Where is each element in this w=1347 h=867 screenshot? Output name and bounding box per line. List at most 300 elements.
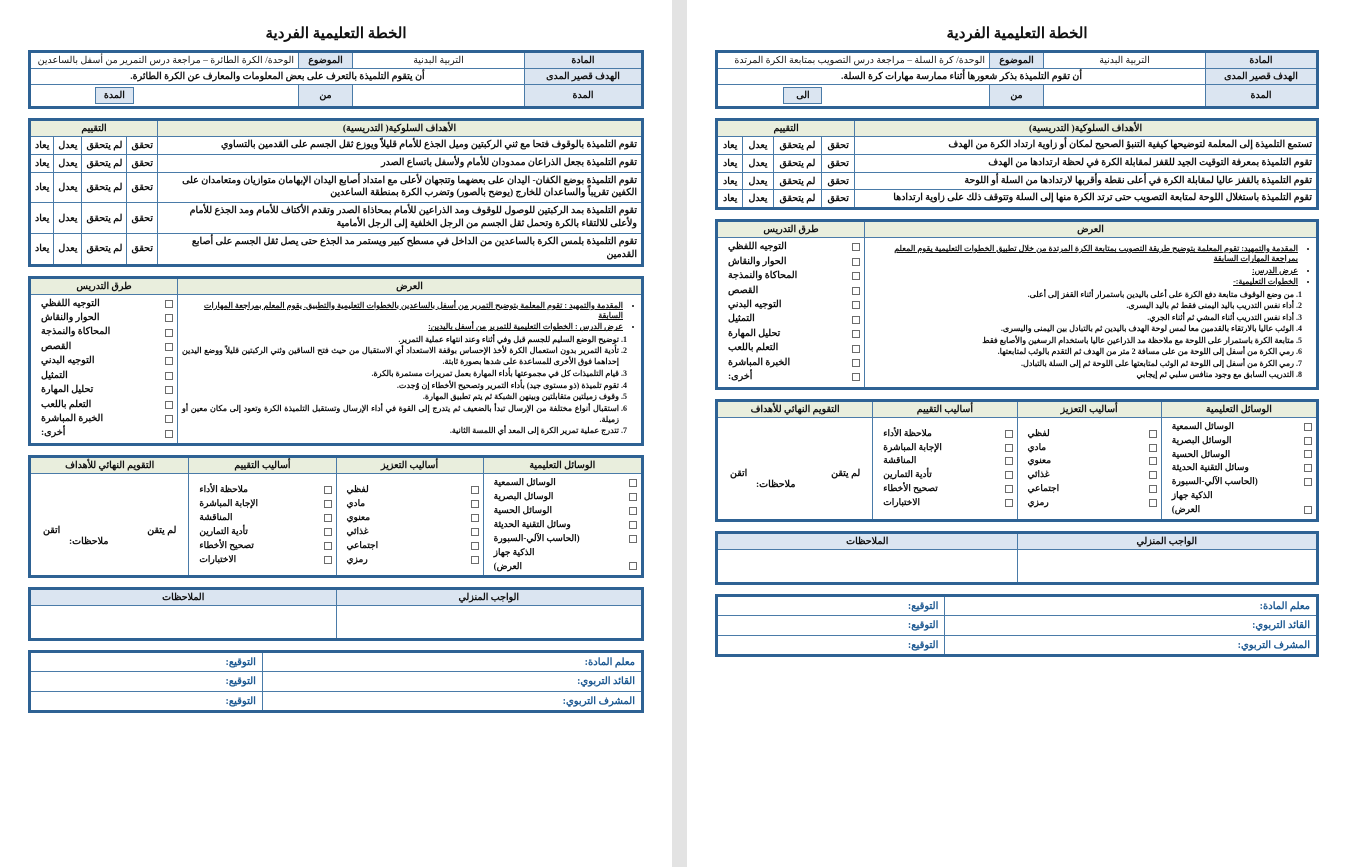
header-instructional-means: الوسائل التعليمية [1161,400,1317,417]
checkbox-icon[interactable] [165,300,173,308]
mark-modify[interactable]: يعدل [743,154,773,172]
mark-not-achieved[interactable]: لم يتحقق [82,137,127,155]
checkbox-icon[interactable] [165,343,173,351]
assessment-item[interactable]: الإجابة المباشرة [877,441,1012,455]
step-item: 2. تأدية التمرير بدون استعمال الكرة لأخذ الإحساس بوقفة الاستعداد أي الاستقبال من حيث فتح الساقين وثني الركبتين قليلاً ووضع اليدين إحداهما فوق الأخرى للمساعدة على شدها بصورة ثابتة. [182,345,619,367]
table-row [30,137,643,155]
page-right [0,0,672,867]
assessment-item[interactable]: تأدية التمارين [877,468,1012,482]
sig-label-teacher: معلم المادة: [262,652,642,672]
checkbox-icon[interactable] [852,287,860,295]
duration-range-cell[interactable] [717,85,990,108]
mark-achieved[interactable]: تحقق [127,233,158,265]
checkbox-icon[interactable] [852,258,860,266]
aid-item[interactable]: (الحاسب الآلي-السبورة [1166,475,1312,489]
mark-not-achieved[interactable]: لم يتحقق [773,190,822,209]
method-item[interactable]: القصص [722,284,860,298]
assessment-item[interactable]: الاختبارات [193,553,331,567]
table-row [717,172,1318,190]
sig-label-signature[interactable]: التوقيع: [717,636,945,656]
header-teaching-methods: طرق التدريس [30,277,178,294]
step-item: 5. وقوف زميلتين متقابلتين وبينهن الشبكة ثم يتم تطبيق المهارة. [182,391,619,402]
label-duration-sub: المدة [95,88,133,104]
checkbox-icon[interactable] [1149,444,1157,452]
aid-item-cont: الذكية جهاز [493,546,535,557]
checkbox-icon[interactable] [471,556,479,564]
sig-label-signature[interactable]: التوقيع: [30,692,263,712]
objective-text: تقوم التلميذة باستغلال اللوحة لمتابعة التصويب حتى ترتد الكرة منها إلى السلة وتتوقف ذلك على زاوية ارتدادها [855,190,1318,209]
assessment-item[interactable]: ملاحظة الأداء [193,483,331,497]
table-row [30,154,643,172]
method-item[interactable]: المحاكاة والنمذجة [35,325,173,339]
header-assessment: أساليب التقييم [873,400,1017,417]
aid-item[interactable]: وسائل التقنية الحديثة [488,518,637,532]
label-from: من [299,85,353,108]
step-item: 7. رمي الكرة من أسفل إلى اللوحة ثم الوثب لمتابعتها على اللوحة ثم إلى السلة بالتبادل. [869,358,1294,369]
mark-repeat[interactable]: يعاد [717,172,743,190]
final-eval-cell [30,473,189,577]
mark-repeat[interactable]: يعاد [717,190,743,209]
step-item: 5. متابعة الكرة باستمرار على اللوحة مع ملاحظة مد الذراعين عاليا باستخدام الرسغين والأصابع فقط [869,335,1294,346]
aid-item[interactable]: (الحاسب الآلي-السبورة [488,532,637,546]
aid-item[interactable]: العرض) [1166,503,1312,517]
mark-repeat[interactable]: يعاد [30,137,54,155]
page-divider [672,0,687,867]
objective-text: تقوم التلميذة بمعرفة التوقيت الجيد للقفز لمقابلة الكرة في لحظة ارتدادها من الهدف [855,154,1318,172]
bullet-lesson: • عرض الدرس: [869,266,1298,276]
aid-item[interactable]: الوسائل السمعية [488,476,637,490]
value-topic[interactable]: الوحدة/ الكرة الطائرة – مراجعة درس التمرير من أسفل بالساعدين [30,52,299,69]
page-left [687,0,1347,867]
checkbox-icon[interactable] [1149,457,1157,465]
reinforcement-item[interactable]: غذائي [341,525,479,539]
aid-item[interactable]: الوسائل البصرية [1166,434,1312,448]
checkbox-icon[interactable] [852,359,860,367]
checkbox-icon[interactable] [165,430,173,438]
step-item: 1. من وضع الوقوف متابعة دفع الكرة على أعلى باليدين باستمرار أثناء القفز إلى أعلى. [869,289,1294,300]
checkbox-icon[interactable] [324,556,332,564]
teaching-methods-content [30,294,178,444]
step-item: 3. أداء نفس التدريب أثناء المشي ثم أثناء الجري. [869,312,1294,323]
checkbox-icon[interactable] [1149,485,1157,493]
checkbox-icon[interactable] [1149,499,1157,507]
sig-label-signature[interactable]: التوقيع: [717,596,945,616]
page-title-left: الخطة التعليمية الفردية [946,26,1088,42]
reinforcement-item[interactable]: اجتماعي [1022,482,1157,496]
instructional-means-cell [483,473,642,577]
label-short-goal: الهدف قصير المدى [525,69,643,85]
mark-repeat[interactable]: يعاد [717,154,743,172]
table-row [30,692,643,712]
method-item[interactable]: تحليل المهارة [722,327,860,341]
final-eval-notes-label: ملاحظات: [69,536,109,547]
aids-table-right [28,455,644,579]
method-item[interactable]: أخرى: [722,370,860,384]
instructional-means-list [1166,420,1312,518]
aid-item[interactable]: الوسائل الحسية [488,504,637,518]
mark-not-achieved[interactable]: لم يتحقق [82,154,127,172]
checkbox-icon[interactable] [324,542,332,550]
reinforcement-item[interactable]: لفظي [1022,427,1157,441]
checkbox-icon[interactable] [165,357,173,365]
reinforcement-list [1022,427,1157,511]
header-display: العرض [178,277,643,294]
step-item: 3. قيام التلميذات كل في مجموعتها بأداء المهارة بعمل تمريرات مستمرة بالكرة. [182,368,619,379]
table-row [30,85,643,108]
checkbox-icon[interactable] [1149,471,1157,479]
mark-achieved[interactable]: تحقق [822,154,855,172]
header-behavioral-objectives: الأهداف السلوكية( التدريسية) [157,120,642,137]
label-subject: المادة [525,52,643,69]
final-eval-cell [717,417,873,521]
mark-achieved[interactable]: تحقق [127,154,158,172]
mark-modify[interactable]: يعدل [743,172,773,190]
mark-achieved[interactable]: تحقق [127,203,158,234]
label-duration-sub: الى [784,88,822,104]
step-item: 1. توضيح الوضع السليم للجسم قبل وفي أثناء وعند انتهاء عملية التمرير. [182,334,619,345]
reinforcement-list [341,483,479,567]
reinforcement-cell [1017,417,1161,521]
method-item[interactable]: الحوار والنقاش [35,311,173,325]
table-row [30,652,643,672]
method-item[interactable]: التمثيل [35,369,173,383]
checkbox-icon[interactable] [629,562,637,570]
mark-modify[interactable]: يعدل [54,172,82,203]
objective-text: تستمع التلميذة إلى المعلمة لتوضيحها كيفية التنبؤ الصحيح لمكان أو زاوية ارتداد الكرة من الهدف [855,137,1318,155]
mark-achieved[interactable]: تحقق [822,172,855,190]
signature-table-left [715,594,1319,657]
table-row [30,473,643,577]
final-eval-not-mastered[interactable]: لم يتقن [147,525,177,536]
checkbox-icon[interactable] [1005,485,1013,493]
presentation-table-right [28,276,644,446]
label-topic: الموضوع [990,52,1044,69]
info-table-right [28,50,644,109]
checkbox-icon[interactable] [324,500,332,508]
value-subject[interactable]: التربية البدنية [1044,52,1206,69]
table-row [30,172,643,203]
header-behavioral-objectives: الأهداف السلوكية( التدريسية) [855,120,1318,137]
presentation-steps [869,289,1312,381]
final-eval-mastered[interactable]: اتقن [730,469,748,480]
signature-table-right [28,650,644,713]
table-row [717,417,1318,521]
aid-item[interactable]: وسائل التقنية الحديثة [1166,461,1312,475]
notes-input[interactable] [30,606,337,640]
mark-modify[interactable]: يعدل [54,233,82,265]
aid-item[interactable]: الوسائل السمعية [1166,420,1312,434]
table-row [717,154,1318,172]
checkbox-icon[interactable] [471,528,479,536]
header-assessment: أساليب التقييم [189,456,336,473]
value-subject[interactable]: التربية البدنية [353,52,525,69]
step-item: 4. تقوم تلميذة (ذو مستوى جيد) بأداء التمرير وتصحيح الأخطاء إن وُجدت. [182,380,619,391]
instructional-means-list [488,476,637,574]
bullet-steps: • الخطوات التعليمية:- [869,277,1298,287]
method-item[interactable]: التوجيه البدني [35,354,173,368]
mark-not-achieved[interactable]: لم يتحقق [82,233,127,265]
table-row [30,120,643,137]
header-evaluation: التقييم [30,120,158,137]
checkbox-icon[interactable] [1005,457,1013,465]
checkbox-icon[interactable] [852,316,860,324]
table-row [30,277,643,294]
method-item[interactable]: أخرى: [35,426,173,440]
checkbox-icon[interactable] [471,500,479,508]
final-eval-not-mastered[interactable]: لم يتقن [831,469,861,480]
method-item[interactable]: التعلم باللعب [722,341,860,355]
header-reinforcement: أساليب التعزيز [1017,400,1161,417]
presentation-table-left [715,219,1319,389]
checkbox-icon[interactable] [1304,464,1312,472]
assessment-item[interactable]: المناقشة [193,511,331,525]
checkbox-icon[interactable] [324,486,332,494]
checkbox-icon[interactable] [471,514,479,522]
assessment-item[interactable]: الاختبارات [877,496,1012,510]
mark-not-achieved[interactable]: لم يتحقق [82,203,127,234]
table-row [717,221,1318,238]
header-notes: الملاحظات [717,533,1018,550]
reinforcement-item[interactable]: معنوي [1022,454,1157,468]
objective-text: تقوم التلميذة بمد الركبتين للوصول للوقوف ومد الذراعين للأمام بمحاذاة الصدر وتقدم الأكتاف للأمام ومد الجذع للأمام ولأعلى للالتقاء بالكرة وتحمل ثقل الجسم من الرجل الخلفية إلى الرجل الأمامية [157,203,642,234]
table-row [30,52,643,69]
mark-not-achieved[interactable]: لم يتحقق [773,137,822,155]
homework-table-right [28,587,644,641]
label-topic: الموضوع [299,52,353,69]
notes-input[interactable] [717,550,1018,584]
instructional-means-cell [1161,417,1317,521]
homework-input[interactable] [336,606,643,640]
final-eval-row [722,468,868,479]
checkbox-icon[interactable] [471,542,479,550]
reinforcement-item[interactable]: معنوي [341,511,479,525]
header-evaluation: التقييم [717,120,855,137]
header-homework: الواجب المنزلي [336,589,643,606]
assessment-item[interactable]: الإجابة المباشرة [193,497,331,511]
checkbox-icon[interactable] [852,345,860,353]
aid-item[interactable]: الوسائل الحسية [1166,448,1312,462]
method-item[interactable]: التعلم باللعب [35,398,173,412]
bullet-intro: • المقدمة والتمهيد: تقوم المعلمة بتوضيح طريقة التصويب بمتابعة الكرة المرتدة من خلال تطبيق الخطوات التعليمية يقوم المعلم بمراجعة المهارات السابقة [869,244,1298,265]
table-row [717,190,1318,209]
checkbox-icon[interactable] [1005,471,1013,479]
homework-input[interactable] [1017,550,1318,584]
objectives-table-left [715,118,1319,210]
teaching-methods-list [722,240,860,384]
checkbox-icon[interactable] [165,415,173,423]
checkbox-icon[interactable] [1304,506,1312,514]
table-row [30,203,643,234]
mark-not-achieved[interactable]: لم يتحقق [82,172,127,203]
header-final-eval: التقويم النهائي للأهداف [30,456,189,473]
header-reinforcement: أساليب التعزيز [336,456,483,473]
display-content [178,294,643,444]
reinforcement-item[interactable]: مادي [1022,441,1157,455]
mark-modify[interactable]: يعدل [743,190,773,209]
checkbox-icon[interactable] [629,507,637,515]
step-item: 8. التدريب السابق مع وجود منافس سلبي ثم إيجابي [869,369,1294,380]
presentation-bullets [869,244,1312,288]
checkbox-icon[interactable] [1304,423,1312,431]
table-row [717,137,1318,155]
checkbox-icon[interactable] [165,372,173,380]
mark-modify[interactable]: يعدل [54,203,82,234]
mark-achieved[interactable]: تحقق [822,190,855,209]
value-duration-blank[interactable] [1044,85,1206,108]
table-row [30,69,643,85]
objective-text: تقوم التلميذة بالقفز عاليا لمقابلة الكرة في أعلى نقطة وأقربها لارتدادها من السلة أو اللوحة [855,172,1318,190]
checkbox-icon[interactable] [852,373,860,381]
checkbox-icon[interactable] [1005,430,1013,438]
table-row [30,456,643,473]
method-item[interactable]: التوجيه اللفظي [722,240,860,254]
mark-achieved[interactable]: تحقق [127,137,158,155]
table-row [717,52,1318,69]
method-item[interactable]: القصص [35,340,173,354]
method-item[interactable]: تحليل المهارة [35,383,173,397]
table-row [30,294,643,444]
aid-item[interactable]: العرض) [488,560,637,574]
method-item[interactable]: الخبرة المباشرة [35,412,173,426]
checkbox-icon[interactable] [852,243,860,251]
checkbox-icon[interactable] [629,479,637,487]
final-eval-row [35,525,184,536]
sig-label-leader: القائد التربوي: [945,616,1318,636]
final-eval-notes-label: ملاحظات: [756,480,796,491]
header-notes: الملاحظات [30,589,337,606]
label-short-goal: الهدف قصير المدى [1206,69,1318,85]
assessment-item[interactable]: تصحيح الأخطاء [877,482,1012,496]
table-row [30,589,643,606]
final-eval-mastered[interactable]: اتقن [43,525,61,536]
method-item[interactable]: التوجيه البدني [722,298,860,312]
checkbox-icon[interactable] [629,493,637,501]
sig-label-supervisor: المشرف التربوي: [945,636,1318,656]
method-item[interactable]: المحاكاة والنمذجة [722,269,860,283]
header-teaching-methods: طرق التدريس [717,221,865,238]
sig-label-signature[interactable]: التوقيع: [30,652,263,672]
table-row [30,606,643,640]
table-row [717,616,1318,636]
reinforcement-cell [336,473,483,577]
checkbox-icon[interactable] [1005,444,1013,452]
method-item[interactable]: الحوار والنقاش [722,255,860,269]
checkbox-icon[interactable] [165,386,173,394]
reinforcement-item[interactable]: غذائي [1022,468,1157,482]
checkbox-icon[interactable] [852,330,860,338]
checkbox-icon[interactable] [324,514,332,522]
bullet-lesson: • عرض الدرس : الخطوات التعليمية للتمرير من أسفل باليدين: [182,322,623,332]
step-item: 4. الوثب عاليا بالارتقاء بالقدمين معا لمس لوحة الهدف باليدين ثم بالتبادل بين اليمنى واليسرى. [869,323,1294,334]
method-item[interactable]: التوجيه اللفظي [35,297,173,311]
mark-modify[interactable]: يعدل [743,137,773,155]
checkbox-icon[interactable] [629,521,637,529]
mark-achieved[interactable]: تحقق [822,137,855,155]
table-row [717,69,1318,85]
value-duration-blank[interactable] [353,85,525,108]
sig-label-leader: القائد التربوي: [262,672,642,692]
reinforcement-item[interactable]: اجتماعي [341,539,479,553]
label-duration: المدة [525,85,643,108]
assessment-item[interactable]: المناقشة [877,454,1012,468]
value-short-goal[interactable]: أن يتقوم التلميذة بالتعرف على بعض المعلومات والمعارف عن الكرة الطائرة. [30,69,525,85]
assessment-list [877,427,1012,511]
step-item: 7. تتدرج عملية تمرير الكرة إلى المعد أي اللمسة الثانية. [182,425,619,436]
reinforcement-item[interactable]: رمزي [341,553,479,567]
objective-text: تقوم التلميذة بالوقوف فتحا مع ثني الركبتين وميل الجذع للأمام قليلاً ويوزع ثقل الجسم على القدمين بالتساوي [157,137,642,155]
checkbox-icon[interactable] [165,329,173,337]
checkbox-icon[interactable] [471,486,479,494]
aid-item-cont: الذكية جهاز [1171,490,1213,501]
checkbox-icon[interactable] [165,401,173,409]
objective-text: تقوم التلميذة بلمس الكرة بالساعدين من الداخل في مسطح كبير ويستمر مد الجذع حتى يصل ثقل الجسم على أصابع القدمين [157,233,642,265]
checkbox-icon[interactable] [852,272,860,280]
sig-label-signature[interactable]: التوقيع: [30,672,263,692]
checkbox-icon[interactable] [165,314,173,322]
value-short-goal[interactable]: أن تقوم التلميذة بذكر شعورها أثناء ممارسة مهارات كرة السلة. [717,69,1206,85]
assessment-item[interactable]: تأدية التمارين [193,525,331,539]
checkbox-icon[interactable] [1304,450,1312,458]
mark-repeat[interactable]: يعاد [30,233,54,265]
mark-repeat[interactable]: يعاد [30,154,54,172]
objective-text: تقوم التلميذة بوضع الكفان- اليدان على بعضهما وتتجهان لأعلى مع امتداد أصابع اليدان الإبهامان متوازيان ومتعامدان على الكفين تقريباً والساعدان للخارج (يوضح بالصور) وتضرب الكرة بمنطقة الساعدين [157,172,642,203]
aid-item[interactable]: الوسائل البصرية [488,490,637,504]
reinforcement-item[interactable]: مادي [341,497,479,511]
method-item[interactable]: الخبرة المباشرة [722,356,860,370]
table-row [30,672,643,692]
mark-not-achieved[interactable]: لم يتحقق [773,154,822,172]
value-topic[interactable]: الوحدة/ كرة السلة – مراجعة درس التصويب بمتابعة الكرة المرتدة [717,52,990,69]
mark-not-achieved[interactable]: لم يتحقق [773,172,822,190]
checkbox-icon[interactable] [324,528,332,536]
table-row [30,233,643,265]
homework-table-left [715,531,1319,585]
checkbox-icon[interactable] [1304,478,1312,486]
step-item: 6. استقبال أنواع مختلفة من الإرسال تبدأ بالضعيف ثم يتدرج إلى القوة في أداء الإرسال وتستقبل التلميذة الكرة وتعود إلى مكان معين أو زميلة. [182,403,619,425]
presentation-steps [182,334,637,436]
table-row [717,400,1318,417]
label-subject: المادة [1206,52,1318,69]
assessment-cell [189,473,336,577]
checkbox-icon[interactable] [629,535,637,543]
mark-repeat[interactable]: يعاد [30,203,54,234]
checkbox-icon[interactable] [1005,499,1013,507]
aids-table-left [715,399,1319,523]
mark-achieved[interactable]: تحقق [127,172,158,203]
sig-label-supervisor: المشرف التربوي: [262,692,642,712]
reinforcement-item[interactable]: لفظي [341,483,479,497]
step-item: 6. رمي الكرة من أسفل إلى اللوحة من على مسافة 2 متر من الهدف ثم التقدم بالوثب لمتابعتها. [869,346,1294,357]
mark-repeat[interactable]: يعاد [717,137,743,155]
assessment-item[interactable]: ملاحظة الأداء [877,427,1012,441]
mark-modify[interactable]: يعدل [54,137,82,155]
checkbox-icon[interactable] [1304,437,1312,445]
mark-repeat[interactable]: يعاد [30,172,54,203]
sig-label-signature[interactable]: التوقيع: [717,616,945,636]
assessment-cell [873,417,1017,521]
table-row [717,550,1318,584]
checkbox-icon[interactable] [1149,430,1157,438]
duration-range-cell[interactable] [30,85,299,108]
table-row [717,238,1318,388]
checkbox-icon[interactable] [852,301,860,309]
info-table-left [715,50,1319,109]
header-final-eval: التقويم النهائي للأهداف [717,400,873,417]
method-item[interactable]: التمثيل [722,312,860,326]
reinforcement-item[interactable]: رمزي [1022,496,1157,510]
mark-modify[interactable]: يعدل [54,154,82,172]
assessment-item[interactable]: تصحيح الأخطاء [193,539,331,553]
